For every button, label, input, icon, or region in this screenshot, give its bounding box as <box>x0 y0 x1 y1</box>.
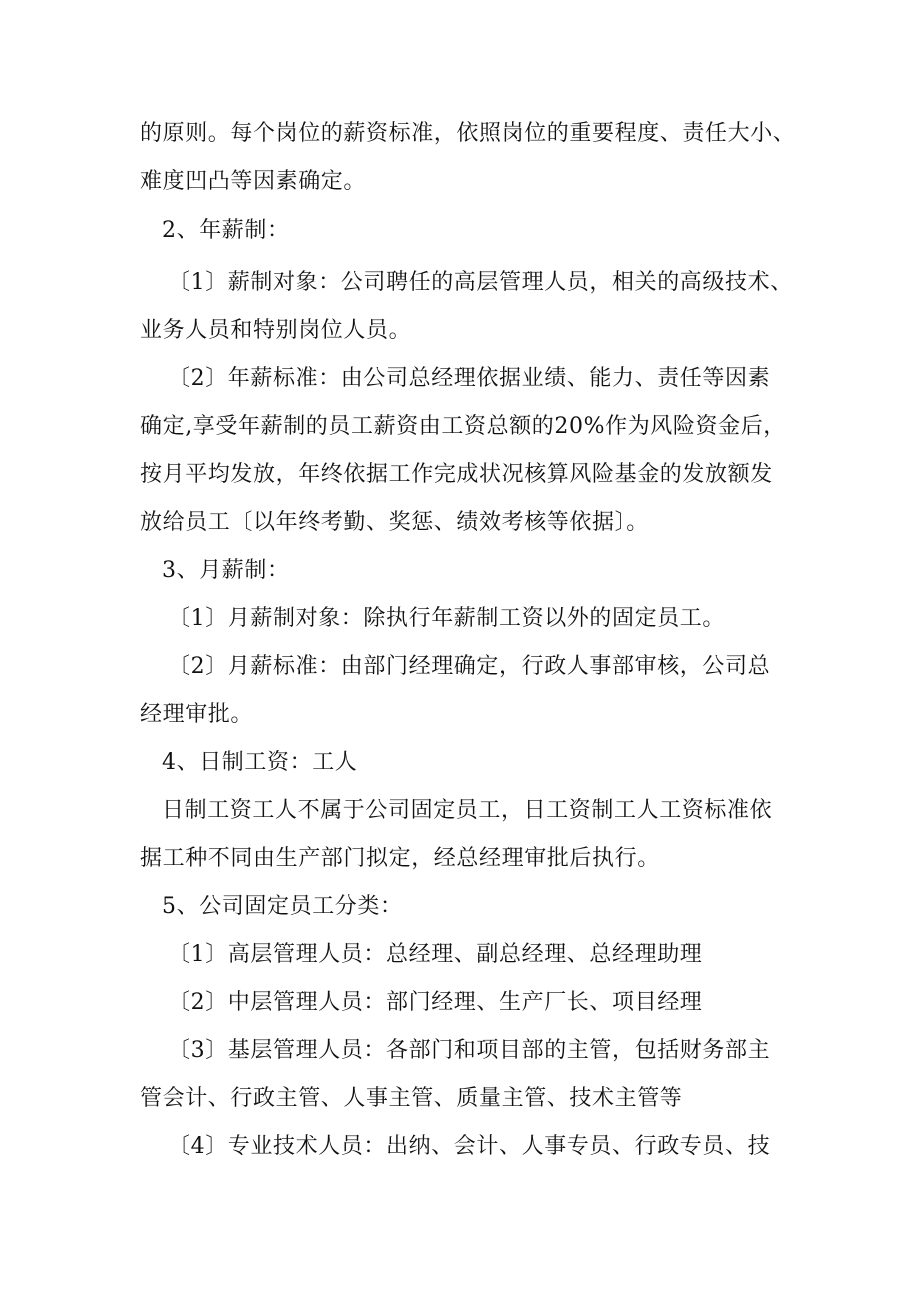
paragraph-line: 业务人员和特别岗位人员。 <box>140 318 412 343</box>
paragraph-line: 难度凹凸等因素确定。 <box>140 169 367 194</box>
list-item: 〔1〕薪制对象：公司聘任的高层管理人员，相关的高级技术、 <box>168 270 793 295</box>
list-item: 〔3〕基层管理人员：各部门和项目部的主管，包括财务部主 <box>168 1038 771 1063</box>
paragraph-line: 按月平均发放，年终依据工作完成状况核算风险基金的发放额发 <box>140 462 773 487</box>
paragraph-line: 据工种不同由生产部门拟定，经总经理审批后执行。 <box>140 846 660 871</box>
section-heading-monthly-salary: 3、月薪制： <box>162 558 290 583</box>
paragraph-line: 的原则。每个岗位的薪资标准，依照岗位的重要程度、责任大小、 <box>140 121 796 146</box>
list-item: 〔4〕专业技术人员：出纳、会计、人事专员、行政专员、技 <box>168 1134 771 1159</box>
paragraph-line: 日制工资工人不属于公司固定员工，日工资制工人工资标准依 <box>162 798 773 823</box>
section-heading-annual-salary: 2、年薪制： <box>162 218 290 243</box>
list-item: 〔1〕高层管理人员：总经理、副总经理、总经理助理 <box>168 942 703 967</box>
paragraph-line: 确定,享受年薪制的员工薪资由工资总额的20%作为风险资金后， <box>140 414 786 439</box>
section-heading-employee-classification: 5、公司固定员工分类： <box>162 894 403 919</box>
paragraph-line: 管会计、行政主管、人事主管、质量主管、技术主管等 <box>140 1086 683 1111</box>
section-heading-daily-wage: 4、日制工资：工人 <box>162 750 358 775</box>
list-item: 〔1〕月薪制对象：除执行年薪制工资以外的固定员工。 <box>168 606 725 631</box>
list-item: 〔2〕年薪标准：由公司总经理依据业绩、能力、责任等因素 <box>168 366 771 391</box>
list-item: 〔2〕中层管理人员：部门经理、生产厂长、项目经理 <box>168 990 703 1015</box>
paragraph-line: 放给员工〔以年终考勤、奖惩、绩效考核等依据〕。 <box>140 510 649 535</box>
list-item: 〔2〕月薪标准：由部门经理确定，行政人事部审核，公司总 <box>168 654 771 679</box>
paragraph-line: 经理审批。 <box>140 702 254 727</box>
